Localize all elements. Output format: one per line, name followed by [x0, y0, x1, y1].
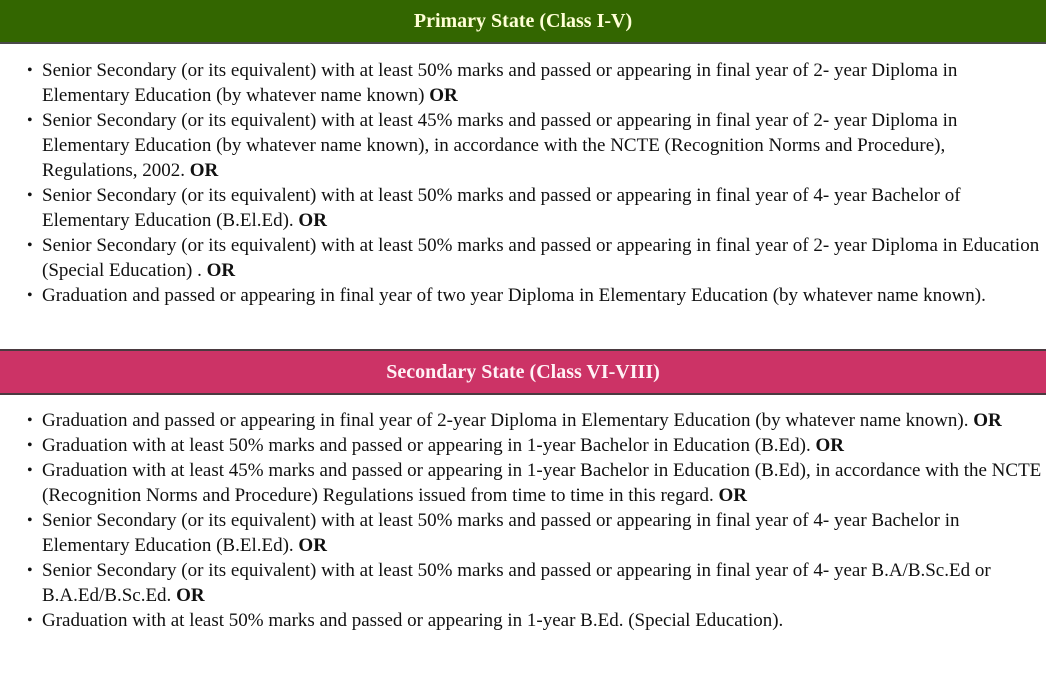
- bullet-icon: •: [27, 512, 33, 529]
- or-label: OR: [973, 410, 1002, 431]
- bullet-icon: •: [27, 437, 33, 454]
- list-item: [27, 608, 1046, 633]
- item-text: Graduation and passed or appearing in final year of two year Diploma in Elementary Education (by whatever name known).: [42, 285, 986, 306]
- bullet-icon: •: [27, 62, 33, 79]
- secondary-requirements-list: [0, 395, 1046, 633]
- bullet-icon: •: [27, 187, 33, 204]
- primary-section-header: [0, 0, 1046, 44]
- or-label: OR: [718, 485, 747, 506]
- bullet-icon: •: [27, 612, 33, 629]
- list-item: [27, 58, 1046, 108]
- list-item: [27, 508, 1046, 558]
- secondary-section-title: Secondary State (Class VI-VIII): [386, 361, 660, 383]
- bullet-icon: •: [27, 562, 33, 579]
- or-label: OR: [176, 585, 205, 606]
- item-text: Graduation and passed or appearing in final year of 2-year Diploma in Elementary Education (by whatever name known).: [42, 410, 969, 431]
- bullet-icon: •: [27, 237, 33, 254]
- primary-requirements-list: [0, 44, 1046, 349]
- or-label: OR: [298, 210, 327, 231]
- item-text: Graduation with at least 50% marks and passed or appearing in 1-year B.Ed. (Special Education).: [42, 610, 784, 631]
- list-item: [27, 233, 1046, 283]
- or-label: OR: [189, 160, 219, 181]
- or-label: OR: [815, 435, 844, 456]
- list-item: [27, 108, 1046, 183]
- or-label: OR: [429, 85, 458, 106]
- bullet-icon: •: [27, 462, 33, 479]
- item-text: Graduation with at least 50% marks and passed or appearing in 1-year Bachelor in Education (B.Ed).: [42, 435, 811, 456]
- item-text: Senior Secondary (or its equivalent) with at least 50% marks and passed or appearing in final year of 2- year Diploma in Education (Special Education) .: [42, 235, 1040, 281]
- item-text: Senior Secondary (or its equivalent) with at least 45% marks and passed or appearing in final year of 2- year Diploma in Elementary Education (by whatever name known), in accordance with the NCTE (Recognition Norms and Procedure), Regulations, 2002.: [42, 110, 958, 181]
- list-item: [27, 458, 1046, 508]
- item-text: Senior Secondary (or its equivalent) with at least 50% marks and passed or appearing in final year of 4- year Bachelor of Elementary Education (B.El.Ed).: [42, 185, 961, 231]
- list-item: [27, 433, 1046, 458]
- secondary-section: [0, 349, 1046, 633]
- or-label: OR: [206, 260, 236, 281]
- item-text: Senior Secondary (or its equivalent) with at least 50% marks and passed or appearing in final year of 4- year Bachelor in Elementary Education (B.El.Ed).: [42, 510, 960, 556]
- secondary-section-header: [0, 349, 1046, 395]
- primary-section-title: Primary State (Class I-V): [413, 10, 633, 32]
- list-item: [27, 283, 1046, 308]
- bullet-icon: •: [27, 112, 33, 129]
- or-label: OR: [298, 535, 327, 556]
- list-item: [27, 558, 1046, 608]
- item-text: Senior Secondary (or its equivalent) with at least 50% marks and passed or appearing in final year of 4- year B.A/B.Sc.Ed or B.A.Ed/B.Sc.Ed.: [42, 560, 991, 606]
- bullet-icon: •: [27, 412, 33, 429]
- item-text: Senior Secondary (or its equivalent) with at least 50% marks and passed or appearing in final year of 2- year Diploma in Elementary Education (by whatever name known): [42, 60, 958, 106]
- primary-section: [0, 0, 1046, 349]
- bullet-icon: •: [27, 287, 33, 304]
- list-item: [27, 408, 1046, 433]
- item-text: Graduation with at least 45% marks and passed or appearing in 1-year Bachelor in Education (B.Ed), in accordance with the NCTE (Recognition Norms and Procedure) Regulations issued from time to time in this regard.: [42, 460, 1042, 506]
- list-item: [27, 183, 1046, 233]
